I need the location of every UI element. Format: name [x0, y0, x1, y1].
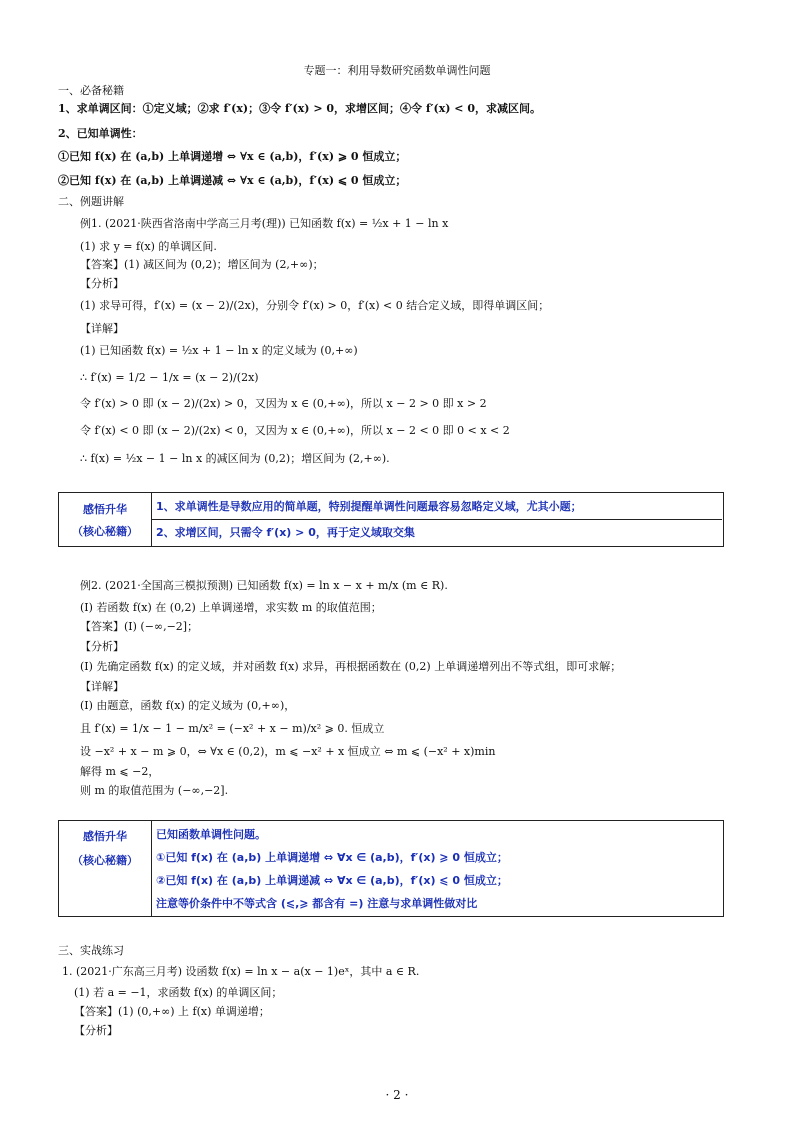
- example2-answer: 【答案】(Ⅰ) (−∞,−2]；: [80, 620, 199, 633]
- insight-row: 注意等价条件中不等式含 (⩽,⩾ 都含有 =) 注意与求单调性做对比: [156, 897, 478, 910]
- insight-box-1-content: [152, 493, 724, 547]
- practice1-question: (1) 若 a = −1，求函数 f(x) 的单调区间；: [74, 986, 283, 999]
- section1-line-4: ②已知 f(x) 在 (a,b) 上单调递减 ⇔ ∀x ∈ (a,b)，f′(x) ⩽ 0 恒成立；: [58, 174, 407, 187]
- insight-label-title: 感悟升华: [83, 503, 127, 516]
- section-heading-2: 二、例题讲解: [58, 195, 124, 208]
- example1-detail-3: 令 f′(x) > 0 即 (x − 2)/(2x) > 0，又因为 x ∈ (0,+∞)，所以 x − 2 > 0 即 x > 2: [80, 397, 487, 410]
- practice1-answer: 【答案】(1) (0,+∞) 上 f(x) 单调递增；: [74, 1005, 270, 1018]
- insight-row: 2、求增区间，只需令 f′(x) > 0，再于定义域取交集: [156, 526, 415, 539]
- example1-question: (1) 求 y = f(x) 的单调区间.: [80, 240, 217, 253]
- example2-analysis: (Ⅰ) 先确定函数 f(x) 的定义域，并对函数 f(x) 求异，再根据函数在 (0,2) 上单调递增列出不等式组，即可求解；: [80, 660, 622, 673]
- insight-box-2-content: [152, 821, 724, 917]
- insight-label-subtitle: （核心秘籍）: [72, 525, 138, 538]
- example1-detail-tag: 【详解】: [80, 322, 124, 335]
- example1-detail-5: ∴ f(x) = ½x − 1 − ln x 的减区间为 (0,2)；增区间为 (2,+∞).: [80, 452, 390, 465]
- example1-detail-1: (1) 已知函数 f(x) = ½x + 1 − ln x 的定义域为 (0,+∞): [80, 344, 358, 357]
- example2-detail-tag: 【详解】: [80, 680, 124, 693]
- example2-analysis-tag: 【分析】: [80, 640, 124, 653]
- example2-heading: 例2. (2021·全国高三模拟预测) 已知函数 f(x) = ln x − x + m/x (m ∈ R).: [80, 579, 448, 592]
- insight-row: 1、求单调性是导数应用的简单题，特别提醒单调性问题最容易忽略定义域，尤其小题；: [152, 494, 722, 520]
- section1-line-2: 2、已知单调性：: [58, 127, 143, 140]
- insight-row: ②已知 f(x) 在 (a,b) 上单调递减 ⇔ ∀x ∈ (a,b)，f′(x) ⩽ 0 恒成立；: [156, 874, 508, 887]
- section1-line-3: ①已知 f(x) 在 (a,b) 上单调递增 ⇔ ∀x ∈ (a,b)，f′(x) ⩾ 0 恒成立；: [58, 150, 407, 163]
- example1-analysis-tag: 【分析】: [80, 277, 124, 290]
- section-heading-1: 一、必备秘籍: [58, 84, 124, 97]
- insight-label-title: 感悟升华: [83, 830, 127, 843]
- example1-detail-2: ∴ f′(x) = 1/2 − 1/x = (x − 2)/(2x): [80, 371, 259, 384]
- page-number: · 2 ·: [385, 1088, 409, 1102]
- insight-box-1-label: [59, 493, 152, 547]
- practice1-analysis-tag: 【分析】: [74, 1024, 118, 1037]
- example2-detail-2: 且 f′(x) = 1/x − 1 − m/x² = (−x² + x − m)/x² ⩾ 0. 恒成立: [80, 722, 385, 735]
- example1-answer: 【答案】(1) 减区间为 (0,2)；增区间为 (2,+∞)；: [80, 258, 324, 271]
- example1-analysis: (1) 求导可得，f′(x) = (x − 2)/(2x)，分别令 f′(x) > 0，f′(x) < 0 结合定义域，即得单调区间；: [80, 299, 550, 312]
- section1-line-1: 1、求单调区间：①定义域；②求 f′(x)；③令 f′(x) > 0，求增区间；④令 f′(x) < 0，求减区间。: [58, 102, 541, 115]
- insight-box-1: [58, 492, 724, 547]
- example1-detail-4: 令 f′(x) < 0 即 (x − 2)/(2x) < 0，又因为 x ∈ (0,+∞)，所以 x − 2 < 0 即 0 < x < 2: [80, 424, 510, 437]
- insight-box-2-label: [59, 821, 152, 917]
- example2-detail-4: 解得 m ⩽ −2，: [80, 765, 160, 778]
- section-heading-3: 三、实战练习: [58, 944, 124, 957]
- page-title: 专题一：利用导数研究函数单调性问题: [303, 64, 491, 77]
- example2-detail-3: 设 −x² + x − m ⩾ 0，⇔ ∀x ∈ (0,2)，m ⩽ −x² + x 恒成立 ⇔ m ⩽ (−x² + x)min: [80, 745, 496, 758]
- insight-box-2: [58, 820, 724, 917]
- insight-label-subtitle: （核心秘籍）: [72, 854, 138, 867]
- practice1-heading: 1. (2021·广东高三月考) 设函数 f(x) = ln x − a(x − 1)eˣ，其中 a ∈ R.: [62, 965, 420, 978]
- example1-heading: 例1. (2021·陕西省洛南中学高三月考(理)) 已知函数 f(x) = ½x + 1 − ln x: [80, 217, 449, 230]
- example2-detail-5: 则 m 的取值范围为 (−∞,−2].: [80, 784, 229, 797]
- insight-row: ①已知 f(x) 在 (a,b) 上单调递增 ⇔ ∀x ∈ (a,b)，f′(x) ⩾ 0 恒成立；: [156, 851, 508, 864]
- insight-row: 已知函数单调性问题。: [156, 828, 266, 841]
- example2-question: (Ⅰ) 若函数 f(x) 在 (0,2) 上单调递增，求实数 m 的取值范围；: [80, 601, 382, 614]
- example2-detail-1: (Ⅰ) 由题意，函数 f(x) 的定义域为 (0,+∞)，: [80, 699, 296, 712]
